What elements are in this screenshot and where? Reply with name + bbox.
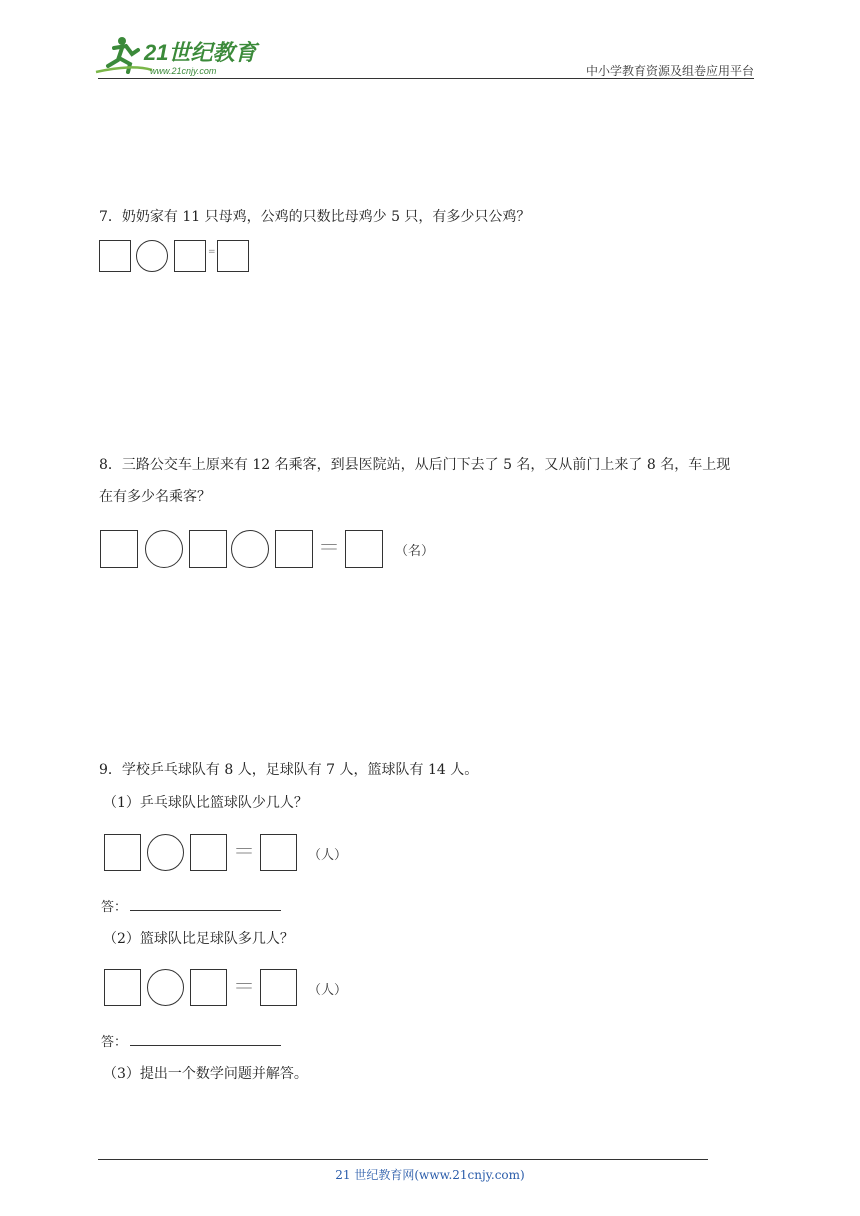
question-8-text-line2: 在有多少名乘客？ (99, 489, 211, 505)
result-box[interactable] (217, 240, 249, 272)
equals-sign: = (208, 247, 216, 257)
question-9-sub3-text: （3）提出一个数学问题并解答。 (103, 1066, 308, 1082)
logo-url-text: www.21cnjy.com (150, 66, 217, 76)
question-9-sub2-text: （2）篮球队比足球队多几人？ (103, 931, 294, 947)
question-7-text: 7．奶奶家有 11 只母鸡，公鸡的只数比母鸡少 5 只，有多少只公鸡？ (99, 209, 531, 225)
logo-text: 21世纪教育 (144, 40, 257, 65)
answer-line[interactable] (130, 910, 281, 911)
answer-line[interactable] (130, 1045, 281, 1046)
equals-sign: ＝ (318, 536, 341, 561)
question-9-text: 9．学校乒乓球队有 8 人，足球队有 7 人，篮球队有 14 人。 (99, 762, 479, 778)
answer-box[interactable] (275, 530, 313, 568)
operator-circle[interactable] (147, 969, 184, 1006)
unit-label: （人） (308, 848, 348, 863)
operator-circle[interactable] (136, 240, 168, 272)
answer-box[interactable] (100, 530, 138, 568)
unit-label: （名） (395, 544, 435, 559)
question-8-equation (100, 530, 450, 570)
site-logo (92, 34, 262, 78)
answer-label: 答： (101, 900, 128, 915)
equals-sign: ＝ (233, 840, 256, 865)
result-box[interactable] (260, 834, 297, 871)
footer-divider (98, 1159, 708, 1160)
unit-label: （人） (308, 983, 348, 998)
question-9-sub1-text: （1）乒乓球队比篮球队少几人？ (103, 795, 308, 811)
answer-box[interactable] (99, 240, 131, 272)
operator-circle[interactable] (147, 834, 184, 871)
logo-graphic (92, 34, 262, 78)
operator-circle[interactable] (145, 530, 183, 568)
answer-label: 答： (101, 1035, 128, 1050)
answer-box[interactable] (190, 834, 227, 871)
question-8-text-line1: 8．三路公交车上原来有 12 名乘客，到县医院站，从后门下去了 5 名，又从前门上来了 8 名，车上现 (99, 457, 731, 473)
answer-box[interactable] (104, 969, 141, 1006)
question-7-equation (99, 240, 259, 276)
operator-circle[interactable] (231, 530, 269, 568)
result-box[interactable] (345, 530, 383, 568)
result-box[interactable] (260, 969, 297, 1006)
answer-box[interactable] (190, 969, 227, 1006)
answer-box[interactable] (189, 530, 227, 568)
answer-box[interactable] (104, 834, 141, 871)
header-platform-text: 中小学教育资源及组卷应用平台 (585, 64, 754, 78)
question-9-sub2-equation (104, 969, 364, 1009)
header-divider (98, 78, 754, 79)
question-9-sub1-equation (104, 834, 364, 874)
equals-sign: ＝ (233, 975, 256, 1000)
answer-box[interactable] (174, 240, 206, 272)
footer-link[interactable]: 21 世纪教育网(www.21cnjy.com) (335, 1168, 525, 1182)
